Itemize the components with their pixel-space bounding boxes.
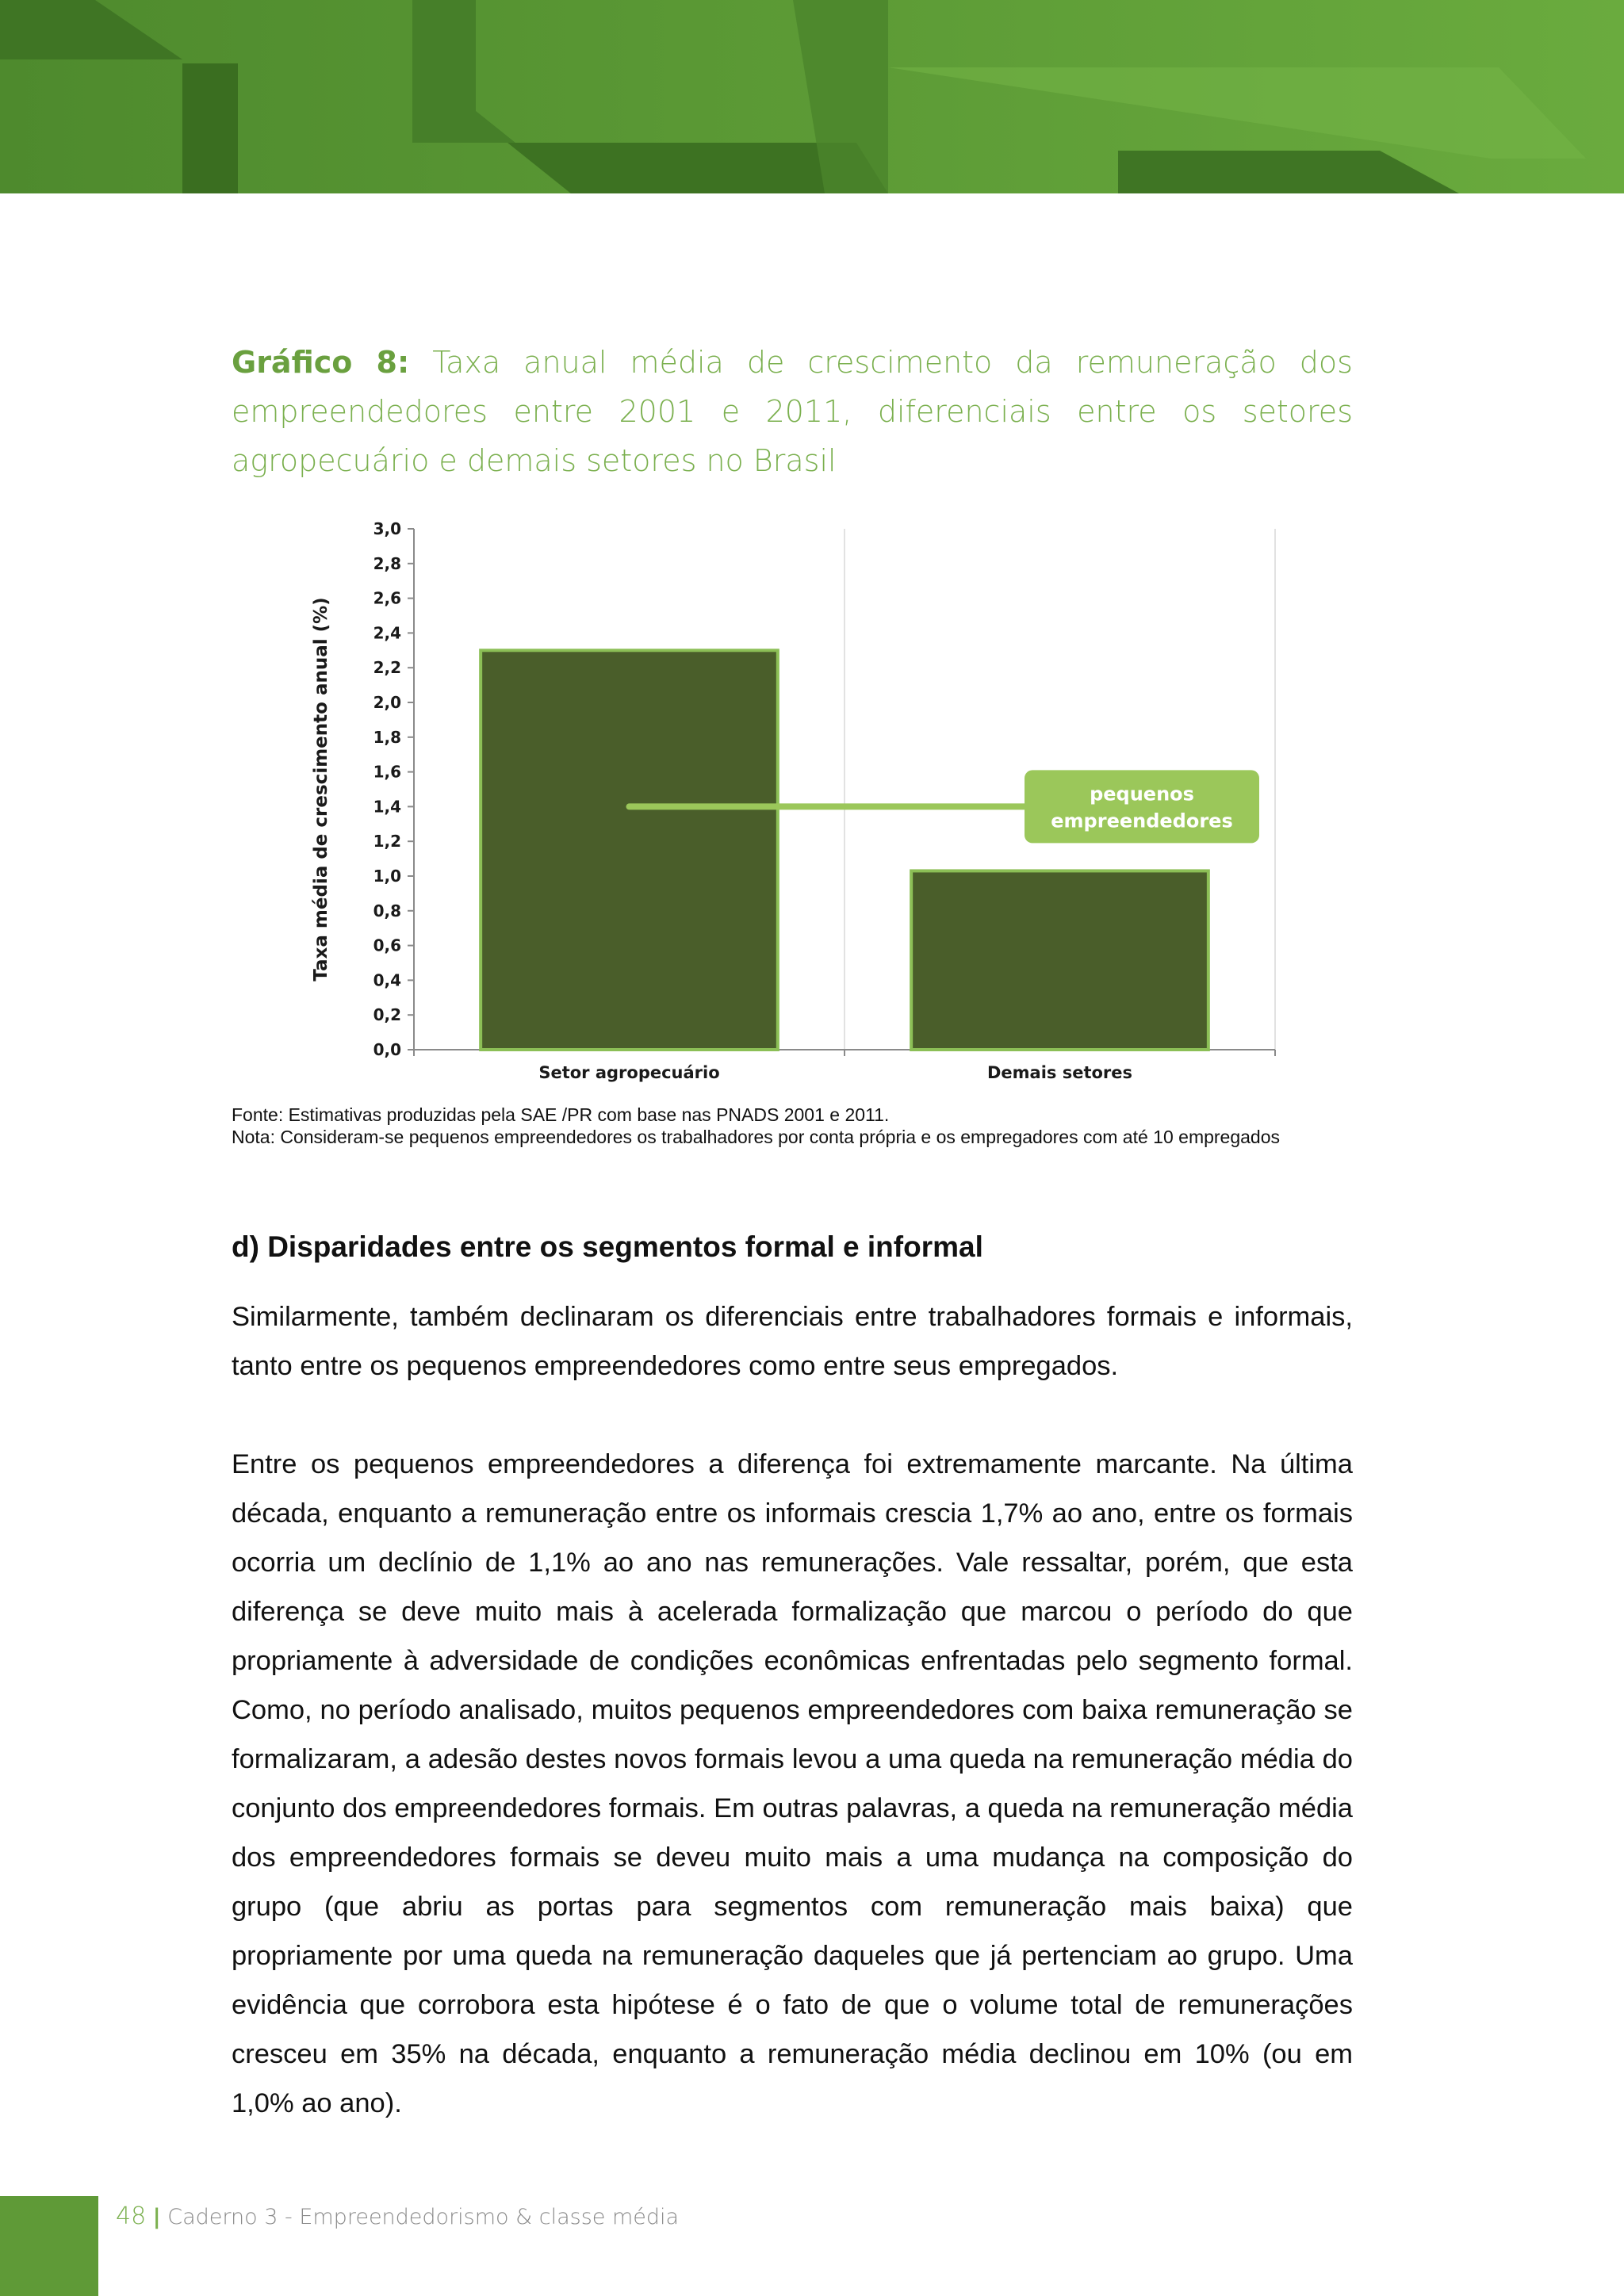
y-tick-label: 1,8 — [373, 727, 401, 747]
callout-label: pequenos — [1090, 783, 1194, 806]
y-tick-label: 2,4 — [373, 623, 401, 643]
footer-title: Caderno 3 - Empreendedorismo & classe média — [167, 2205, 680, 2229]
caption-label: Gráfico 8: — [232, 345, 410, 380]
chart-note: Nota: Consideram-se pequenos empreendedores os trabalhadores por conta própria e os empregadores com até 10 empregados — [232, 1127, 1281, 1147]
y-tick-label: 2,0 — [373, 693, 401, 712]
y-tick-label: 0,6 — [373, 936, 401, 955]
footer-separator: | — [152, 2205, 161, 2229]
y-tick-label: 1,6 — [373, 762, 401, 782]
x-tick-label: Setor agropecuário — [538, 1063, 720, 1082]
caption-text: Taxa anual média de crescimento da remuneração dos empreendedores entre 2001 e 2011, diferenciais entre os setores agropecuário e demais setores no Brasil — [232, 345, 1353, 478]
y-tick-label: 2,2 — [373, 658, 401, 678]
y-tick-label: 2,6 — [373, 588, 401, 608]
figure-caption — [232, 338, 1353, 485]
y-tick-label: 1,0 — [373, 867, 401, 886]
body-paragraph: Similarmente, também declinaram os diferenciais entre trabalhadores formais e informais, tanto entre os pequenos empreendedores como entre seus empregados. — [232, 1302, 1353, 1381]
y-tick-label: 0,0 — [373, 1040, 401, 1059]
section-heading: d) Disparidades entre os segmentos formal e informal — [232, 1230, 983, 1263]
chart-source: Fonte: Estimativas produzidas pela SAE /PR com base nas PNADS 2001 e 2011. — [232, 1104, 890, 1125]
y-tick-label: 0,2 — [373, 1005, 401, 1025]
bar-chart — [293, 514, 1293, 1093]
header-decorative-band — [0, 0, 1624, 193]
bar — [481, 650, 778, 1050]
callout-label: empreendedores — [1051, 809, 1233, 832]
chart-plot-area — [311, 519, 1275, 1082]
y-tick-label: 1,4 — [373, 797, 401, 817]
footer-color-block — [0, 2196, 98, 2296]
bar — [911, 871, 1208, 1050]
callout-box — [1025, 770, 1259, 843]
y-tick-label: 3,0 — [373, 519, 401, 538]
x-tick-label: Demais setores — [986, 1063, 1133, 1082]
page-footer — [116, 2202, 679, 2230]
body-paragraph: Entre os pequenos empreendedores a diferença foi extremamente marcante. Na última década, enquanto a remuneração entre os informais crescia 1,7% ao ano, entre os formais ocorria um declínio de 1,1% ao ano nas remunerações. Vale ressaltar, porém, que esta diferença se deve muito mais à acelerada formalização que marcou o período do que propriamente à adversidade de condições econômicas enfrentadas pelo segmento formal. Como, no período analisado, muitos pequenos empreendedores com baixa remuneração se formalizaram, a adesão destes novos formais levou a uma queda na remuneração média do conjunto dos empreendedores formais. Em outras palavras, a queda na remuneração média dos empreendedores formais se deveu muito mais a uma mudança na composição do grupo (que abriu as portas para segmentos com remuneração mais baixa) que propriamente por uma queda na remuneração daqueles que já pertenciam ao grupo. Uma evidência que corrobora esta hipótese é o fato de que o volume total de remunerações cresceu em 35% na década, enquanto a remuneração média declinou em 10% (ou em 1,0% ao ano). — [232, 1449, 1353, 2118]
y-tick-label: 1,2 — [373, 832, 401, 851]
page-number: 48 — [116, 2202, 147, 2230]
y-tick-label: 2,8 — [373, 553, 401, 573]
y-tick-label: 0,4 — [373, 970, 401, 990]
y-tick-label: 0,8 — [373, 901, 401, 920]
chart-notes — [232, 1104, 1373, 1148]
y-axis-label: Taxa média de crescimento anual (%) — [311, 597, 331, 982]
